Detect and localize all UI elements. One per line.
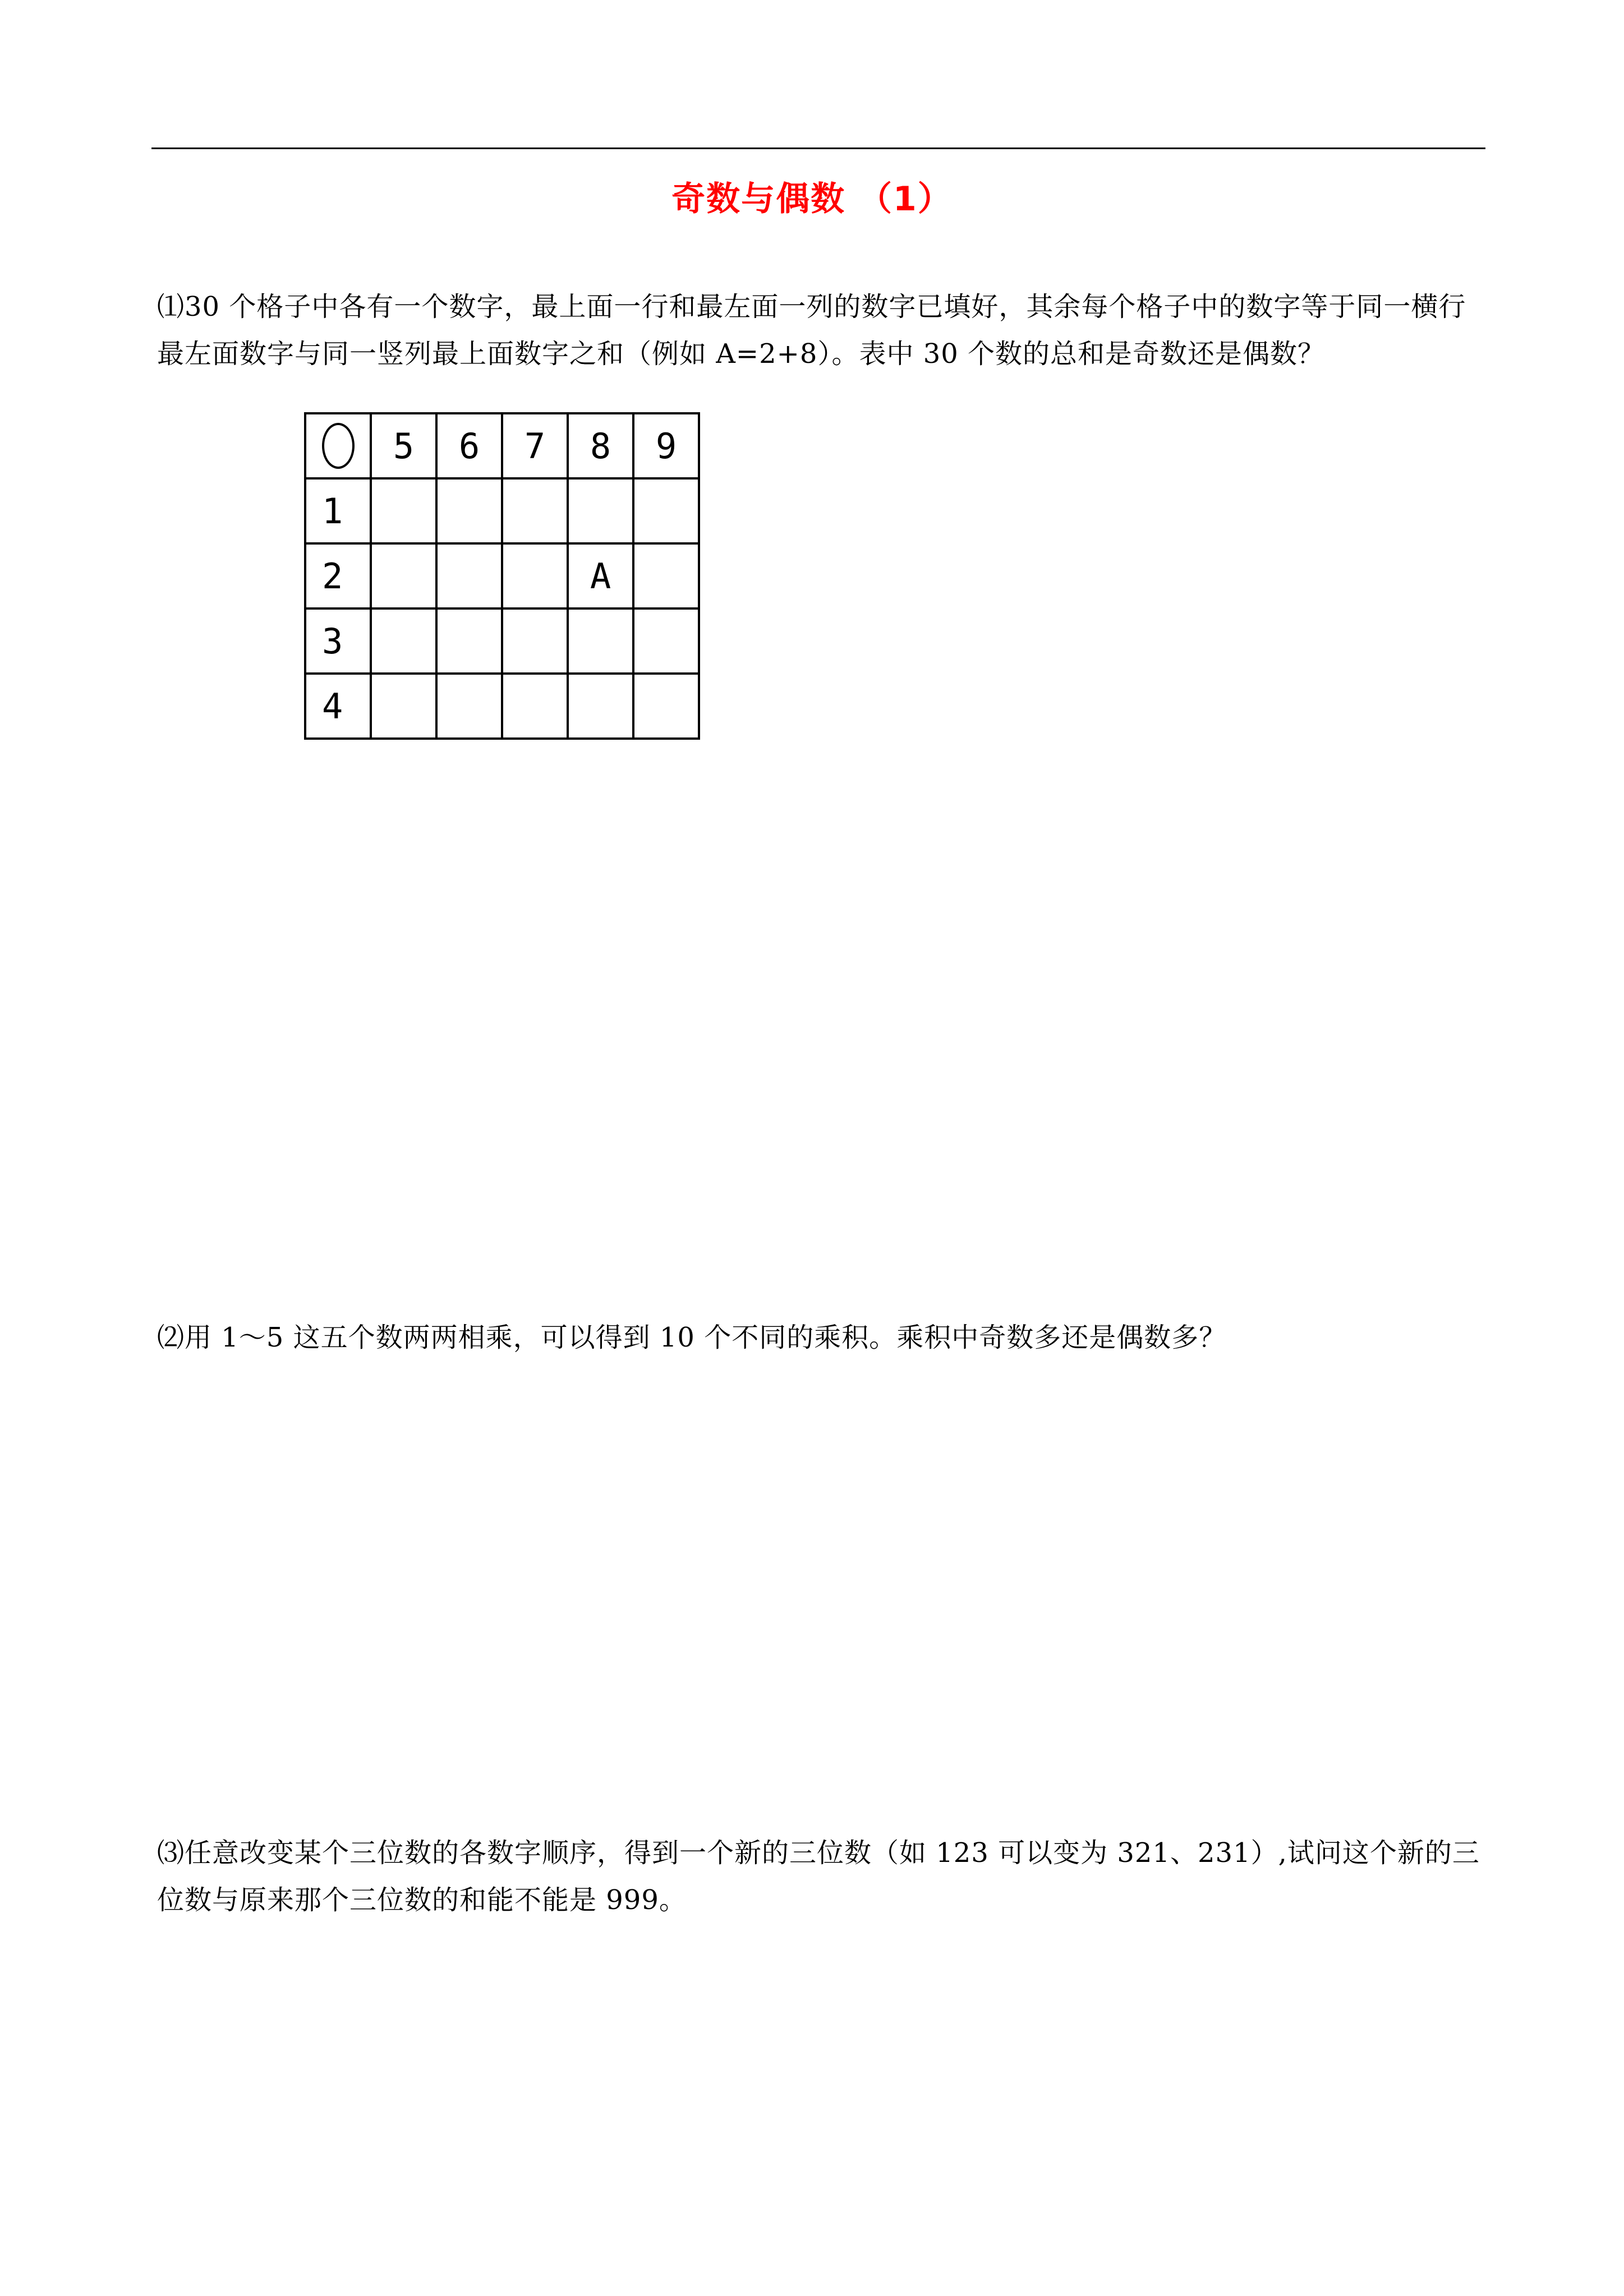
grid-header-row	[305, 413, 699, 478]
question-1-text: ⑴30 个格子中各有一个数字，最上面一行和最左面一列的数字已填好，其余每个格子中的数字等于同一横行最左面数字与同一竖列最上面数字之和（例如 A=2+8）。表中 30 个数的总和是奇数还是偶数？	[157, 291, 1466, 370]
grid-cell	[371, 543, 436, 608]
grid-col-header: 7	[502, 413, 568, 478]
grid-col-header: 8	[568, 413, 633, 478]
question-2-text: ⑵用 1～5 这五个数两两相乘，可以得到 10 个不同的乘积。乘积中奇数多还是偶数多？	[157, 1322, 1227, 1353]
grid-row	[305, 608, 699, 674]
grid-cell	[633, 543, 699, 608]
grid-cell	[371, 478, 436, 543]
number-grid	[304, 412, 700, 740]
grid-row	[305, 478, 699, 543]
grid-cell	[568, 608, 633, 674]
grid-col-header: 9	[633, 413, 699, 478]
grid-cell	[502, 478, 568, 543]
grid-cell	[633, 608, 699, 674]
grid-cell	[436, 608, 502, 674]
grid-col-header: 5	[371, 413, 436, 478]
zero-ellipse-icon	[322, 423, 355, 469]
grid-row-header: 2	[305, 543, 371, 608]
question-3-text: ⑶任意改变某个三位数的各数字顺序，得到一个新的三位数（如 123 可以变为 321、231）,试问这个新的三位数与原来那个三位数的和能不能是 999。	[157, 1837, 1480, 1916]
grid-row-header: 1	[305, 478, 371, 543]
grid-row	[305, 543, 699, 608]
header-rule	[151, 147, 1485, 149]
grid-cell-a: A	[568, 543, 633, 608]
grid-cell	[502, 674, 568, 739]
grid-col-header: 6	[436, 413, 502, 478]
grid-cell	[371, 608, 436, 674]
grid-cell	[436, 543, 502, 608]
grid-cell	[436, 674, 502, 739]
grid-cell	[436, 478, 502, 543]
grid-row	[305, 674, 699, 739]
grid-cell	[633, 478, 699, 543]
grid-origin-cell	[305, 413, 371, 478]
grid-cell	[502, 543, 568, 608]
grid-row-header: 3	[305, 608, 371, 674]
grid-cell	[633, 674, 699, 739]
grid-cell	[502, 608, 568, 674]
page-title: 奇数与偶数 （1）	[671, 179, 953, 219]
grid-cell	[371, 674, 436, 739]
grid-cell	[568, 478, 633, 543]
grid-row-header: 4	[305, 674, 371, 739]
grid-cell	[568, 674, 633, 739]
